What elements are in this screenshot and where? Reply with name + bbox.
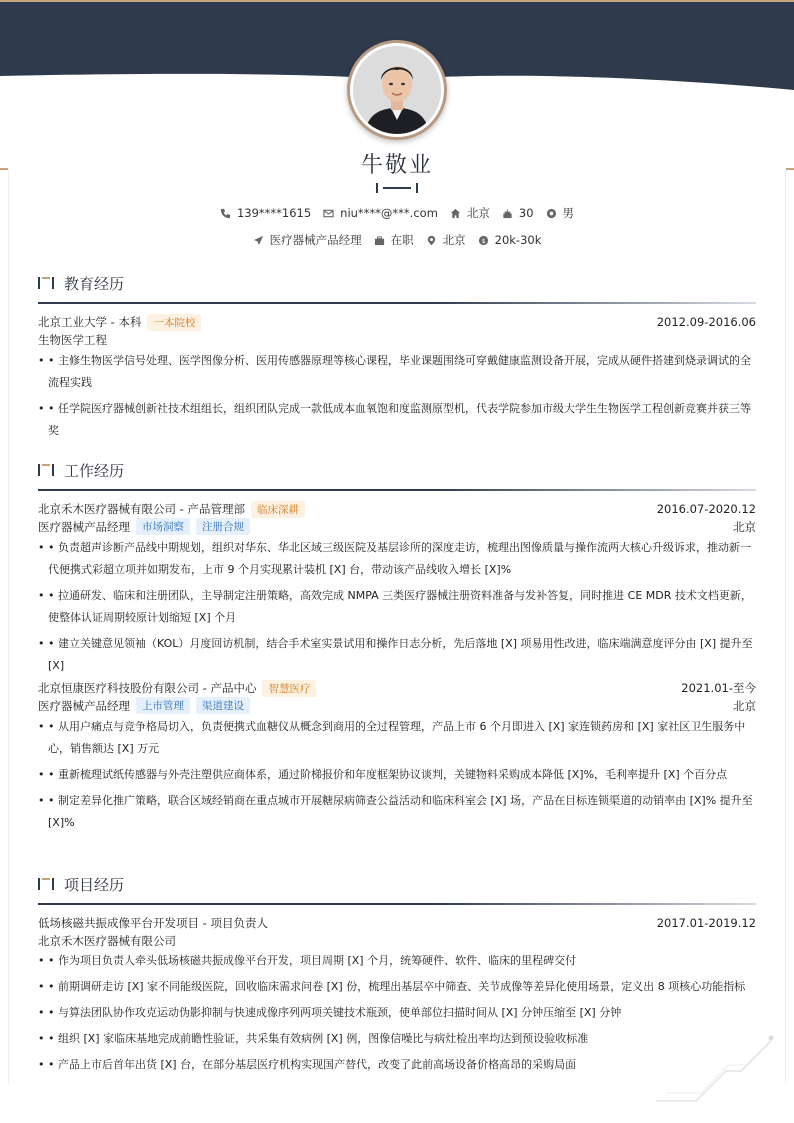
name-divider-icon — [376, 182, 418, 194]
list-item: • • 作为项目负责人牵头低场核磁共振成像平台开发，项目周期 [X] 个月，统筹硬件、软件、临床的里程碑交付 — [38, 950, 756, 972]
svg-text:$: $ — [481, 236, 486, 245]
left-border-line — [8, 170, 9, 1083]
gender-info — [546, 205, 575, 221]
status-text: 在职 — [390, 233, 414, 247]
phone-text: 139****1615 — [236, 206, 312, 220]
money-icon — [478, 235, 489, 246]
section-title: 项目经历 — [38, 873, 756, 895]
phone-icon — [220, 208, 231, 219]
role-tag: 上市管理 — [136, 697, 190, 714]
role-tag: 市场洞察 — [136, 518, 190, 535]
age-info — [502, 206, 534, 220]
city-info — [450, 205, 490, 221]
list-item: • • 主修生物医学信号处理、医学图像分析、医用传感器原理等核心课程，毕业课题围绕可穿戴健康监测设备开展，完成从硬件搭建到烧录调试的全流程实践 — [38, 350, 756, 394]
email-info — [323, 206, 438, 220]
target-city-text: 北京 — [442, 233, 466, 247]
phone-info — [220, 206, 311, 220]
work-entry — [38, 679, 756, 834]
role-name: 医疗器械产品经理 — [38, 519, 130, 534]
list-item: • • 制定差异化推广策略，联合区域经销商在重点城市开展糖尿病筛查公益活动和临床科室会 [X] 场，产品在目标连锁渠道的动销率由 [X]% 提升至 [X]% — [38, 790, 756, 834]
section-marker-icon — [38, 463, 56, 477]
gender-text: 男 — [562, 206, 575, 220]
send-icon — [253, 235, 264, 246]
work-location: 北京 — [733, 698, 756, 713]
section-marker-icon — [38, 276, 56, 290]
list-item: • • 与算法团队协作攻克运动伪影抑制与快速成像序列两项关键技术瓶颈，使单部位扫描时间从 [X] 分钟压缩至 [X] 分钟 — [38, 1002, 756, 1024]
cake-icon — [502, 208, 513, 219]
section-rule — [38, 489, 756, 491]
target-city-info — [426, 232, 466, 248]
school-name: 北京工业大学 - 本科 — [38, 315, 142, 329]
list-item: • • 从用户痛点与竞争格局切入，负责便携式血糖仪从概念到商用的全过程管理，产品上市 6 个月即进入 [X] 家连锁药房和 [X] 家社区卫生服务中心，销售额达 [X] 万元 — [38, 716, 756, 760]
project-org: 北京禾木医疗器械有限公司 — [38, 933, 176, 948]
work-date: 2016.07-2020.12 — [656, 502, 756, 516]
school-tag: 一本院校 — [147, 314, 201, 331]
email-text: niu****@***.com — [340, 206, 438, 220]
briefcase-icon — [374, 235, 385, 246]
role-name: 医疗器械产品经理 — [38, 698, 130, 713]
project-name: 低场核磁共振成像平台开发项目 - 项目负责人 — [38, 916, 268, 930]
company-name: 北京禾木医疗器械有限公司 - 产品管理部 — [38, 502, 245, 516]
status-info — [374, 232, 414, 248]
candidate-name: 牛敬业 — [360, 153, 433, 178]
list-item: • • 拉通研发、临床和注册团队，主导制定注册策略，高效完成 NMPA 三类医疗器械注册资料准备与发补答复，同时推进 CE MDR 技术文档更新，使整体认证周期较原计划缩短 [X] 个月 — [38, 585, 756, 629]
section-rule — [38, 903, 756, 905]
avatar — [347, 40, 447, 140]
role-tag: 注册合规 — [196, 518, 250, 535]
project-entry — [38, 914, 756, 1076]
work-location: 北京 — [733, 519, 756, 534]
section-title: 教育经历 — [38, 272, 756, 294]
section-rule — [38, 302, 756, 304]
company-tag: 临床深耕 — [251, 501, 305, 518]
salary-info — [478, 233, 542, 247]
project-date: 2017.01-2019.12 — [656, 916, 756, 930]
project-section — [38, 873, 756, 1076]
section-marker-icon — [38, 877, 56, 891]
list-item: • • 组织 [X] 家临床基地完成前瞻性验证，共采集有效病例 [X] 例，图像信噪比与病灶检出率均达到预设验收标准 — [38, 1028, 756, 1050]
city-text: 北京 — [466, 206, 490, 220]
contact-row — [0, 205, 794, 221]
list-item: • • 前期调研走访 [X] 家不同能级医院，回收临床需求问卷 [X] 份，梳理出基层卒中筛查、关节成像等差异化使用场景，定义出 8 项核心功能指标 — [38, 976, 756, 998]
location-icon — [426, 235, 437, 246]
salary-text: 20k-30k — [494, 233, 542, 247]
role-tag: 渠道建设 — [196, 697, 250, 714]
job-target-info — [253, 232, 362, 248]
work-date: 2021.01-至今 — [681, 681, 756, 695]
company-name: 北京恒康医疗科技股份有限公司 - 产品中心 — [38, 681, 257, 695]
right-border-line — [785, 170, 786, 1083]
list-item: • • 任学院医疗器械创新社技术组组长，组织团队完成一款低成本血氧饱和度监测原型机，代表学院参加市级大学生生物医学工程创新竞赛并获三等奖 — [38, 398, 756, 442]
mail-icon — [323, 208, 334, 219]
education-entry — [38, 313, 756, 442]
list-item: • • 产品上市后首年出货 [X] 台，在部分基层医疗机构实现国产替代，改变了此前高场设备价格高昂的采购局面 — [38, 1054, 756, 1076]
avatar-photo — [353, 46, 441, 134]
education-date: 2012.09-2016.06 — [656, 315, 756, 329]
corner-decoration — [656, 1023, 776, 1103]
list-item: • • 负责超声诊断产品线中期规划，组织对华东、华北区域三级医院及基层诊所的深度走访，梳理出图像质量与操作流两大核心升级诉求，推动新一代便携式彩超立项并如期发布，上市 9 个月实现累计装机 [X] 台，带动该产品线收入增长 [X]% — [38, 537, 756, 581]
company-tag: 智慧医疗 — [262, 680, 316, 697]
work-entry — [38, 500, 756, 677]
gender-icon — [546, 208, 557, 219]
job-target-text: 医疗器械产品经理 — [269, 233, 362, 247]
home-icon — [450, 208, 461, 219]
education-section — [38, 272, 756, 442]
list-item: • • 建立关键意见领袖（KOL）月度回访机制，结合手术室实景试用和操作日志分析，先后落地 [X] 项易用性改进，临床端满意度评分由 [X] 提升至 [X] — [38, 633, 756, 677]
age-text: 30 — [518, 206, 534, 220]
list-item: • • 重新梳理试纸传感器与外壳注塑供应商体系，通过阶梯报价和年度框架协议谈判，关键物料采购成本降低 [X]%，毛利率提升 [X] 个百分点 — [38, 764, 756, 786]
work-section — [38, 459, 756, 834]
major: 生物医学工程 — [38, 332, 107, 347]
section-title: 工作经历 — [38, 459, 756, 481]
intention-row — [0, 232, 794, 248]
